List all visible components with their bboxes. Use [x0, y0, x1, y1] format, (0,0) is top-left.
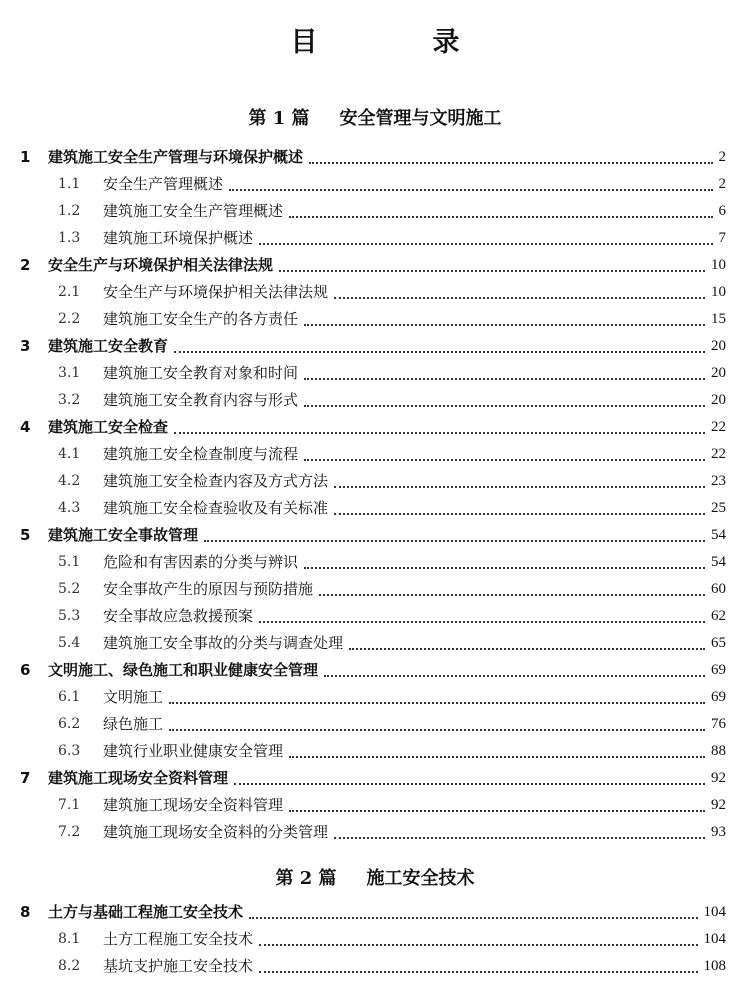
toc-entry-page: 76 [709, 711, 726, 738]
toc-entry-title: 建筑施工现场安全资料的分类管理 [103, 819, 330, 846]
dot-leader [334, 486, 705, 515]
toc-entry-page: 104 [702, 899, 727, 926]
toc-entry-page: 23 [709, 468, 726, 495]
dot-leader [169, 675, 705, 704]
toc-entry-page: 60 [709, 576, 726, 603]
toc-entry-title: 建筑施工现场安全资料管理 [48, 765, 230, 792]
toc-entry-number: 5.2 [58, 581, 81, 597]
toc-entry-title: 建筑施工安全检查制度与流程 [103, 441, 300, 468]
toc-entry-number: 6 [20, 661, 31, 679]
toc-entry-title: 建筑行业职业健康安全管理 [103, 738, 285, 765]
dot-leader [259, 944, 698, 973]
toc-entry-number: 1 [20, 148, 31, 166]
part-heading-2 [0, 864, 750, 890]
toc-entry-page: 15 [709, 306, 726, 333]
dot-leader [259, 917, 698, 946]
toc-entry-page: 92 [709, 765, 726, 792]
dot-leader [304, 297, 705, 326]
dot-leader [304, 378, 705, 407]
dot-leader [234, 756, 705, 785]
dot-leader [229, 162, 713, 191]
toc-entry-page: 69 [709, 657, 726, 684]
toc-entry-title: 建筑施工安全检查 [48, 414, 170, 441]
toc-entry-number: 5.3 [58, 608, 81, 624]
toc-entry-number: 6.2 [58, 716, 81, 732]
toc-entry-number: 7.1 [58, 797, 81, 813]
dot-leader [334, 459, 705, 488]
toc-entry-number: 4 [20, 418, 31, 436]
toc-entry-title: 建筑施工现场安全资料管理 [103, 792, 285, 819]
part-label: 第 2 篇 [275, 868, 337, 889]
dot-leader [309, 135, 713, 164]
toc-entry-title: 安全生产管理概述 [103, 171, 225, 198]
toc-entry-number: 3.2 [58, 392, 81, 408]
toc-entry-number: 1.2 [58, 203, 81, 219]
toc-entry-title: 绿色施工 [103, 711, 165, 738]
toc-entry-number: 5.1 [58, 554, 81, 570]
part-title: 安全管理与文明施工 [339, 108, 502, 129]
toc-entry-title: 建筑施工安全检查验收及有关标准 [103, 495, 330, 522]
toc-entry-page: 65 [709, 630, 726, 657]
dot-leader [169, 702, 705, 731]
toc-section-row[interactable] [0, 953, 750, 980]
toc-entry-page: 54 [709, 522, 726, 549]
toc-entry-page: 22 [709, 414, 726, 441]
toc-entry-page: 22 [709, 441, 726, 468]
toc-entry-page: 10 [709, 279, 726, 306]
toc-entry-page: 92 [709, 792, 726, 819]
part-label: 第 1 篇 [248, 108, 310, 129]
dot-leader [304, 432, 705, 461]
dot-leader [259, 216, 713, 245]
toc-entry-number: 4.1 [58, 446, 81, 462]
toc-entry-number: 1.1 [58, 176, 81, 192]
dot-leader [334, 810, 705, 839]
toc-entry-page: 2 [717, 144, 727, 171]
toc-entry-page: 25 [709, 495, 726, 522]
toc-entry-title: 建筑施工安全生产管理概述 [103, 198, 285, 225]
toc-entry-number: 8.2 [58, 958, 81, 974]
toc-entry-number: 2.2 [58, 311, 81, 327]
toc-entry-page: 2 [717, 171, 727, 198]
toc-entry-number: 1.3 [58, 230, 81, 246]
toc-entry-page: 10 [709, 252, 726, 279]
toc-entry-title: 建筑施工安全检查内容及方式方法 [103, 468, 330, 495]
toc-entry-title: 安全事故产生的原因与预防措施 [103, 576, 315, 603]
toc-entry-number: 7 [20, 769, 31, 787]
toc-entry-number: 5.4 [58, 635, 81, 651]
toc-entry-page: 108 [702, 953, 727, 980]
toc-entry-page: 88 [709, 738, 726, 765]
toc-entry-title: 安全生产与环境保护相关法律法规 [103, 279, 330, 306]
toc-entry-page: 69 [709, 684, 726, 711]
toc-entry-number: 2.1 [58, 284, 81, 300]
toc-entry-page: 93 [709, 819, 726, 846]
toc-entry-title: 建筑施工环境保护概述 [103, 225, 255, 252]
toc-entry-page: 20 [709, 360, 726, 387]
toc-entry-title: 土方与基础工程施工安全技术 [48, 899, 245, 926]
dot-leader [289, 729, 705, 758]
dot-leader [279, 243, 705, 272]
toc-entry-page: 6 [717, 198, 727, 225]
toc-entry-title: 文明施工 [103, 684, 165, 711]
toc-entry-title: 建筑施工安全生产的各方责任 [103, 306, 300, 333]
toc-entry-title: 建筑施工安全教育 [48, 333, 170, 360]
toc-entry-number: 8.1 [58, 931, 81, 947]
toc-entry-number: 2 [20, 256, 31, 274]
toc-entry-number: 3.1 [58, 365, 81, 381]
toc-entry-title: 建筑施工安全事故管理 [48, 522, 200, 549]
toc-entry-title: 基坑支护施工安全技术 [103, 953, 255, 980]
dot-leader [319, 567, 705, 596]
dot-leader [174, 324, 705, 353]
toc-entry-title: 安全事故应急救援预案 [103, 603, 255, 630]
dot-leader [304, 351, 705, 380]
toc-entry-number: 4.3 [58, 500, 81, 516]
toc-section-row[interactable] [0, 819, 750, 846]
toc-entry-title: 建筑施工安全事故的分类与调查处理 [103, 630, 345, 657]
dot-leader [259, 594, 705, 623]
toc-entry-title: 文明施工、绿色施工和职业健康安全管理 [48, 657, 320, 684]
dot-leader [289, 189, 713, 218]
toc-entry-page: 7 [717, 225, 727, 252]
page-title: 目 录 [290, 27, 504, 58]
toc-entry-number: 8 [20, 903, 31, 921]
toc-entry-number: 5 [20, 526, 31, 544]
toc-entry-title: 建筑施工安全教育对象和时间 [103, 360, 300, 387]
toc-entry-title: 土方工程施工安全技术 [103, 926, 255, 953]
part-title: 施工安全技术 [366, 868, 475, 889]
toc-entry-number: 6.1 [58, 689, 81, 705]
toc-entry-number: 7.2 [58, 824, 81, 840]
dot-leader [324, 648, 705, 677]
dot-leader [249, 890, 698, 919]
part-heading-1 [0, 104, 750, 130]
dot-leader [174, 405, 705, 434]
toc-entry-number: 3 [20, 337, 31, 355]
dot-leader [334, 270, 705, 299]
toc-entry-page: 20 [709, 387, 726, 414]
toc-entry-page: 54 [709, 549, 726, 576]
toc-entry-title: 建筑施工安全生产管理与环境保护概述 [48, 144, 305, 171]
dot-leader [304, 540, 705, 569]
toc-entry-title: 安全生产与环境保护相关法律法规 [48, 252, 275, 279]
toc-entry-title: 危险和有害因素的分类与辨识 [103, 549, 300, 576]
toc-entry-number: 4.2 [58, 473, 81, 489]
toc-entry-number: 6.3 [58, 743, 81, 759]
dot-leader [289, 783, 705, 812]
dot-leader [204, 513, 705, 542]
toc-entry-title: 建筑施工安全教育内容与形式 [103, 387, 300, 414]
toc-entry-page: 104 [702, 926, 727, 953]
dot-leader [349, 621, 705, 650]
toc-entry-page: 20 [709, 333, 726, 360]
toc-entry-page: 62 [709, 603, 726, 630]
